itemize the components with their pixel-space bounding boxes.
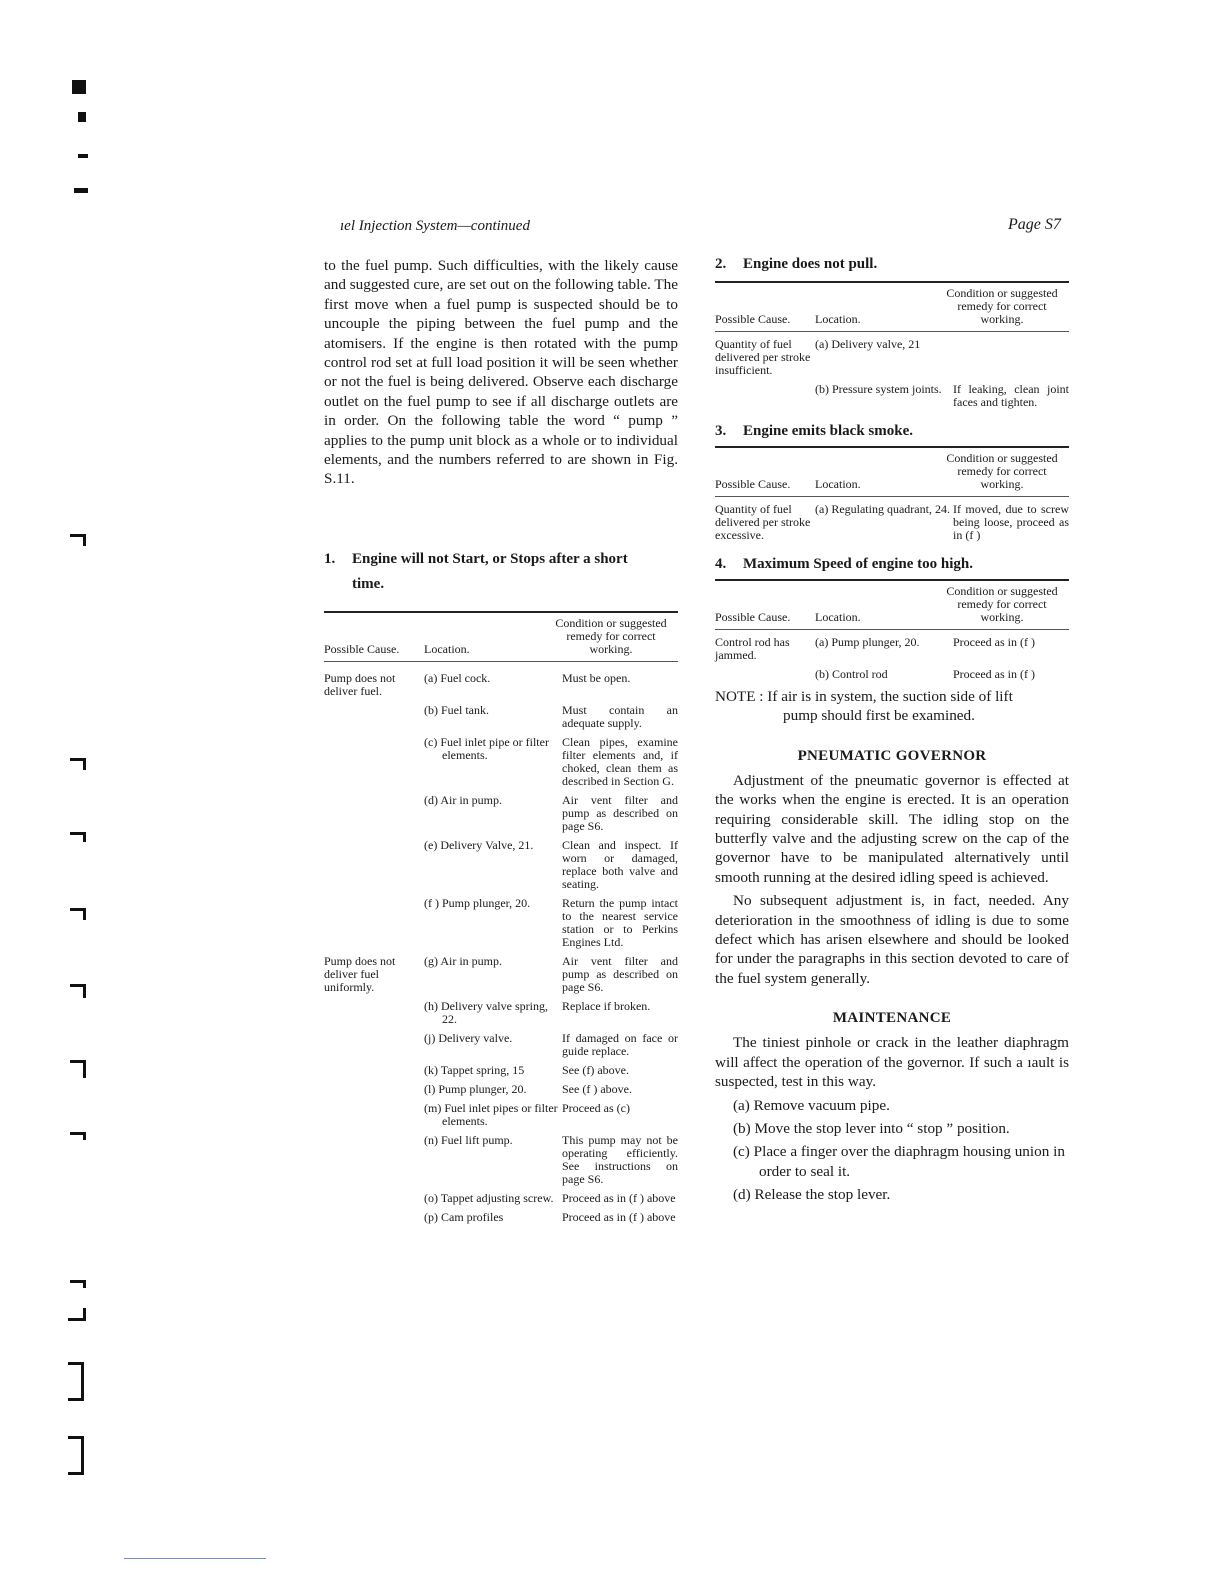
table-row: [324, 1000, 678, 1026]
table-row: [324, 839, 678, 891]
header-remedy: Condition or suggested remedy for correct working.: [946, 286, 1058, 326]
location-cell: (a) Pump plunger, 20.: [815, 635, 920, 649]
section-4-table: [715, 579, 1069, 681]
table-rule: [715, 331, 1069, 332]
section-1-title-line2: time.: [352, 575, 385, 592]
location-cell: (b) Control rod: [815, 667, 888, 681]
section-3-number: 3.: [715, 423, 727, 439]
remedy-cell: Clean and inspect. If worn or damaged, replace both valve and seating.: [562, 837, 678, 891]
location-cell: (e) Delivery Valve, 21.: [424, 837, 534, 852]
location-cell: (n) Fuel lift pump.: [424, 1132, 513, 1147]
right-column: [715, 256, 1069, 1205]
running-header: ıel Injection System—continued: [340, 218, 530, 234]
section-1-rows: [324, 672, 678, 1224]
scan-mark: [78, 112, 86, 122]
scan-mark: [81, 1362, 84, 1400]
table-row: [715, 338, 1069, 377]
location-cell: (m) Fuel inlet pipes or filter elements.: [424, 1100, 558, 1128]
note-line2: pump should first be examined.: [783, 707, 975, 725]
scan-mark: [83, 984, 86, 998]
header-location: Location.: [424, 641, 470, 656]
table-header: [324, 613, 678, 661]
cause-cell: Quantity of fuel delivered per stroke excessive.: [715, 502, 811, 542]
pneumatic-paragraph-2: No subsequent adjustment is, in fact, needed. Any deterioration in the smoothness of idling is due to some defect which has arisen elsewhere and should be looked for under the paragraphs in this section devoted to care of the fuel system generally.: [715, 892, 1069, 987]
table-row: [324, 1032, 678, 1058]
section-3-rows: [715, 503, 1069, 542]
scan-mark: [83, 1132, 86, 1140]
section-1-title: [324, 547, 678, 597]
table-row: [324, 736, 678, 788]
pneumatic-governor-heading: PNEUMATIC GOVERNOR: [797, 747, 987, 764]
remedy-cell: See (f ) above.: [562, 1081, 632, 1096]
remedy-cell: Replace if broken.: [562, 998, 651, 1013]
table-rule: [324, 661, 678, 662]
section-4-number: 4.: [715, 556, 727, 572]
remedy-cell: Proceed as in (f ): [953, 667, 1035, 681]
table-row: [715, 503, 1069, 542]
remedy-cell: If leaking, clean joint faces and tighten.: [953, 382, 1069, 409]
location-cell: (o) Tappet adjusting screw.: [424, 1190, 554, 1205]
location-cell: (a) Delivery valve, 21: [815, 337, 921, 351]
table-row: [715, 636, 1069, 662]
table-header: [715, 448, 1069, 496]
section-3-title: [715, 423, 1069, 440]
location-cell: (p) Cam profiles: [424, 1209, 504, 1224]
section-4-title-text: Maximum Speed of engine too high.: [743, 556, 974, 572]
header-location: Location.: [815, 610, 861, 624]
scan-mark: [83, 908, 86, 920]
header-cause: Possible Cause.: [324, 641, 400, 656]
section-2-title: [715, 256, 1069, 273]
table-rule: [715, 496, 1069, 497]
cause-cell: Control rod has jammed.: [715, 635, 790, 662]
scan-mark: [83, 534, 86, 546]
scan-edge-line: [124, 1558, 266, 1559]
remedy-cell: Return the pump intact to the nearest service station or to Perkins Engines Ltd.: [562, 895, 678, 949]
section-1-table: [324, 611, 678, 1224]
section-2-rows: [715, 338, 1069, 409]
scan-mark: [83, 1308, 86, 1321]
remedy-cell: Must be open.: [562, 670, 631, 685]
section-4-title: [715, 556, 1069, 573]
table-row: [324, 794, 678, 833]
header-location: Location.: [815, 477, 861, 491]
table-row: [324, 704, 678, 730]
scan-mark: [83, 758, 86, 770]
maintenance-step: (a) Remove vacuum pipe.: [733, 1096, 890, 1114]
table-row: [324, 955, 678, 994]
left-column: [324, 256, 678, 1224]
remedy-cell: Air vent filter and pump as described on page S6.: [562, 953, 678, 994]
scan-mark: [72, 80, 86, 94]
maintenance-paragraph: The tiniest pinhole or crack in the leather diaphragm will affect the operation of the governor. If such a ıault is suspected, test in this way.: [715, 1034, 1069, 1091]
table-row: [324, 897, 678, 949]
page-number: Page S7: [1008, 216, 1061, 233]
location-cell: (h) Delivery valve spring, 22.: [424, 998, 548, 1026]
remedy-cell: If moved, due to screw being loose, proceed as in (f ): [953, 502, 1069, 542]
header-remedy: Condition or suggested remedy for correct working.: [946, 584, 1058, 624]
section-1-number: 1.: [324, 550, 336, 567]
remedy-cell: Clean pipes, examine filter elements and, if choked, clean them as described in Section G.: [562, 734, 678, 788]
location-cell: (a) Regulating quadrant, 24.: [815, 502, 950, 516]
remedy-cell: If damaged on face or guide replace.: [562, 1030, 678, 1058]
note: [715, 687, 1069, 726]
scan-mark: [83, 1060, 86, 1078]
location-cell: (k) Tappet spring, 15: [424, 1062, 525, 1077]
scan-mark: [74, 188, 88, 193]
location-cell: (j) Delivery valve.: [424, 1030, 513, 1045]
table-header: [715, 581, 1069, 629]
cause-cell: Pump does not deliver fuel uniformly.: [324, 953, 396, 994]
remedy-cell: Proceed as in (f ): [953, 635, 1035, 649]
location-cell: (b) Pressure system joints.: [815, 382, 942, 396]
cause-cell: Quantity of fuel delivered per stroke insufficient.: [715, 337, 811, 377]
section-4-rows: [715, 636, 1069, 681]
header-cause: Possible Cause.: [715, 610, 791, 624]
section-2-title-text: Engine does not pull.: [743, 256, 878, 272]
maintenance-step: (d) Release the stop lever.: [733, 1186, 891, 1204]
remedy-cell: Must contain an adequate supply.: [562, 702, 678, 730]
location-cell: (d) Air in pump.: [424, 792, 502, 807]
scan-mark: [68, 1472, 84, 1475]
remedy-cell: Proceed as (c): [562, 1100, 630, 1115]
table-row: [324, 1134, 678, 1186]
header-remedy: Condition or suggested remedy for correct working.: [946, 451, 1058, 491]
table-row: [324, 1083, 678, 1096]
pneumatic-paragraph-1: Adjustment of the pneumatic governor is effected at the works when the engine is erected. It is an operation requiring considerable skill. The idling stop on the butterfly valve and the adjusting screw on the cap of the governor have to be manipulated alternatively until smooth running at the desired idling speed is achieved.: [715, 771, 1069, 886]
remedy-cell: Air vent filter and pump as described on page S6.: [562, 792, 678, 833]
location-cell: (g) Air in pump.: [424, 953, 502, 968]
table-row: [324, 1211, 678, 1224]
table-rule: [715, 629, 1069, 630]
header-cause: Possible Cause.: [715, 477, 791, 491]
remedy-cell: Proceed as in (f ) above: [562, 1190, 676, 1205]
scan-mark: [81, 1436, 84, 1474]
table-row: [324, 1102, 678, 1128]
table-row: [324, 1192, 678, 1205]
section-2-number: 2.: [715, 256, 727, 272]
scan-mark: [83, 1280, 86, 1288]
location-cell: (a) Fuel cock.: [424, 670, 491, 685]
header-cause: Possible Cause.: [715, 312, 791, 326]
cause-cell: Pump does not deliver fuel.: [324, 670, 396, 698]
section-2-table: [715, 281, 1069, 409]
section-3-title-text: Engine emits black smoke.: [743, 423, 914, 439]
maintenance-step: (b) Move the stop lever into “ stop ” position.: [733, 1119, 1010, 1137]
table-row: [324, 672, 678, 698]
remedy-cell: Proceed as in (f ) above: [562, 1209, 676, 1224]
maintenance-step: (c) Place a finger over the diaphragm housing union in order to seal it.: [733, 1143, 1065, 1180]
scan-mark: [68, 1398, 84, 1401]
section-1-title-line1: Engine will not Start, or Stops after a short: [352, 550, 628, 567]
remedy-cell: See (f) above.: [562, 1062, 629, 1077]
header-location: Location.: [815, 312, 861, 326]
location-cell: (c) Fuel inlet pipe or filter elements.: [424, 734, 549, 762]
table-row: [715, 383, 1069, 409]
location-cell: (f ) Pump plunger, 20.: [424, 895, 531, 910]
remedy-cell: This pump may not be operating efficiently. See instructions on page S6.: [562, 1132, 678, 1186]
scan-mark: [83, 832, 86, 842]
table-header: [715, 283, 1069, 331]
table-row: [324, 1064, 678, 1077]
section-3-table: [715, 446, 1069, 542]
note-line1: NOTE : If air is in system, the suction side of lift: [715, 688, 1013, 705]
maintenance-steps: [715, 1096, 1069, 1205]
table-row: [715, 668, 1069, 681]
scan-mark: [78, 154, 88, 158]
location-cell: (b) Fuel tank.: [424, 702, 489, 717]
location-cell: (l) Pump plunger, 20.: [424, 1081, 527, 1096]
intro-paragraph: to the fuel pump. Such difficulties, with the likely cause and suggested cure, are set out on the following table. The first move when a fuel pump is suspected should be to uncouple the piping between the fuel pump and the atomisers. If the engine is then rotated with the pump control rod set at full load position it will be seen whether or not the fuel is being delivered. Observe each discharge outlet on the fuel pump to see if all discharge outlets are in order. On the following table the word “ pump ” applies to the pump unit block as a whole or to individual elements, and the numbers referred to are shown in Fig. S.11.: [324, 257, 678, 488]
header-remedy: Condition or suggested remedy for correct working.: [555, 615, 667, 656]
maintenance-heading: MAINTENANCE: [832, 1010, 952, 1027]
